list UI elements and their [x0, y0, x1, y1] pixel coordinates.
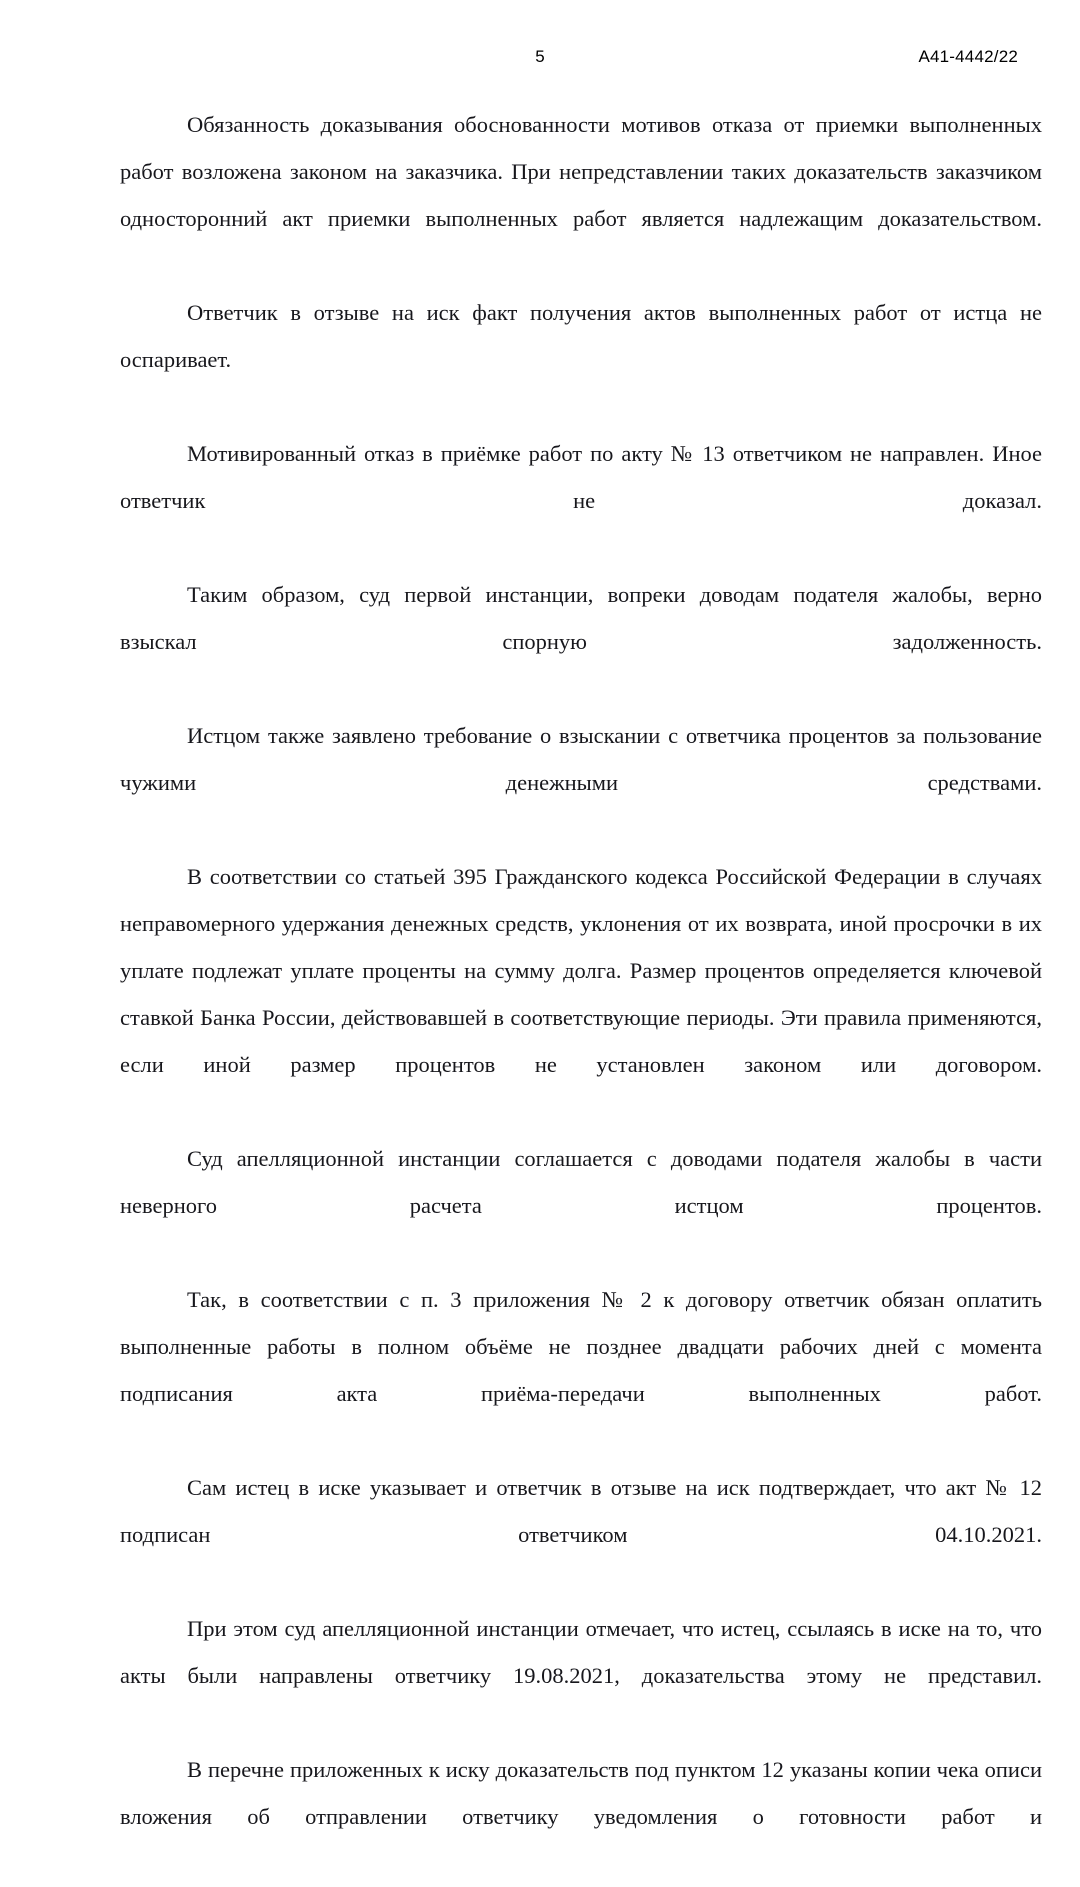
paragraph: Суд апелляционной инстанции соглашается с доводами подателя жалобы в части неверного расчета истцом процентов.	[120, 1146, 1042, 1218]
paragraph: В перечне приложенных к иску доказательств под пунктом 12 указаны копии чека описи вложения об отправлении ответчику уведомления о готовности работ и	[120, 1757, 1042, 1829]
paragraph: Так, в соответствии с п. 3 приложения № 2 к договору ответчик обязан оплатить выполненные работы в полном объёме не позднее двадцати рабочих дней с момента подписания акта приёма-передачи выполненных работ.	[120, 1287, 1042, 1406]
paragraph: Истцом также заявлено требование о взыскании с ответчика процентов за пользование чужими денежными средствами.	[120, 723, 1042, 795]
paragraph: Мотивированный отказ в приёмке работ по акту № 13 ответчиком не направлен. Иное ответчик не доказал.	[120, 441, 1042, 513]
paragraph: При этом суд апелляционной инстанции отмечает, что истец, ссылаясь в иске на то, что акты были направлены ответчику 19.08.2021, доказательства этому не представил.	[120, 1616, 1042, 1688]
page-running-header	[0, 44, 1080, 70]
paragraph: В соответствии со статьей 395 Гражданского кодекса Российской Федерации в случаях неправомерного удержания денежных средств, уклонения от их возврата, иной просрочки в их уплате подлежат уплате проценты на сумму долга. Размер процентов определяется ключевой ставкой Банка России, действовавшей в соответствующие периоды. Эти правила применяются, если иной размер процентов не установлен законом или договором.	[120, 864, 1042, 1077]
paragraph: Ответчик в отзыве на иск факт получения актов выполненных работ от истца не оспаривает.	[120, 300, 1042, 372]
page-number: 5	[535, 47, 545, 66]
case-number: А41-4442/22	[918, 47, 1018, 66]
paragraph: Обязанность доказывания обоснованности мотивов отказа от приемки выполненных работ возложена законом на заказчика. При непредставлении таких доказательств заказчиком односторонний акт приемки выполненных работ является надлежащим доказательством.	[120, 112, 1042, 231]
document-body	[120, 101, 1042, 1887]
paragraph: Таким образом, суд первой инстанции, вопреки доводам подателя жалобы, верно взыскал спорную задолженность.	[120, 582, 1042, 654]
paragraph: Сам истец в иске указывает и ответчик в отзыве на иск подтверждает, что акт № 12 подписан ответчиком 04.10.2021.	[120, 1475, 1042, 1547]
